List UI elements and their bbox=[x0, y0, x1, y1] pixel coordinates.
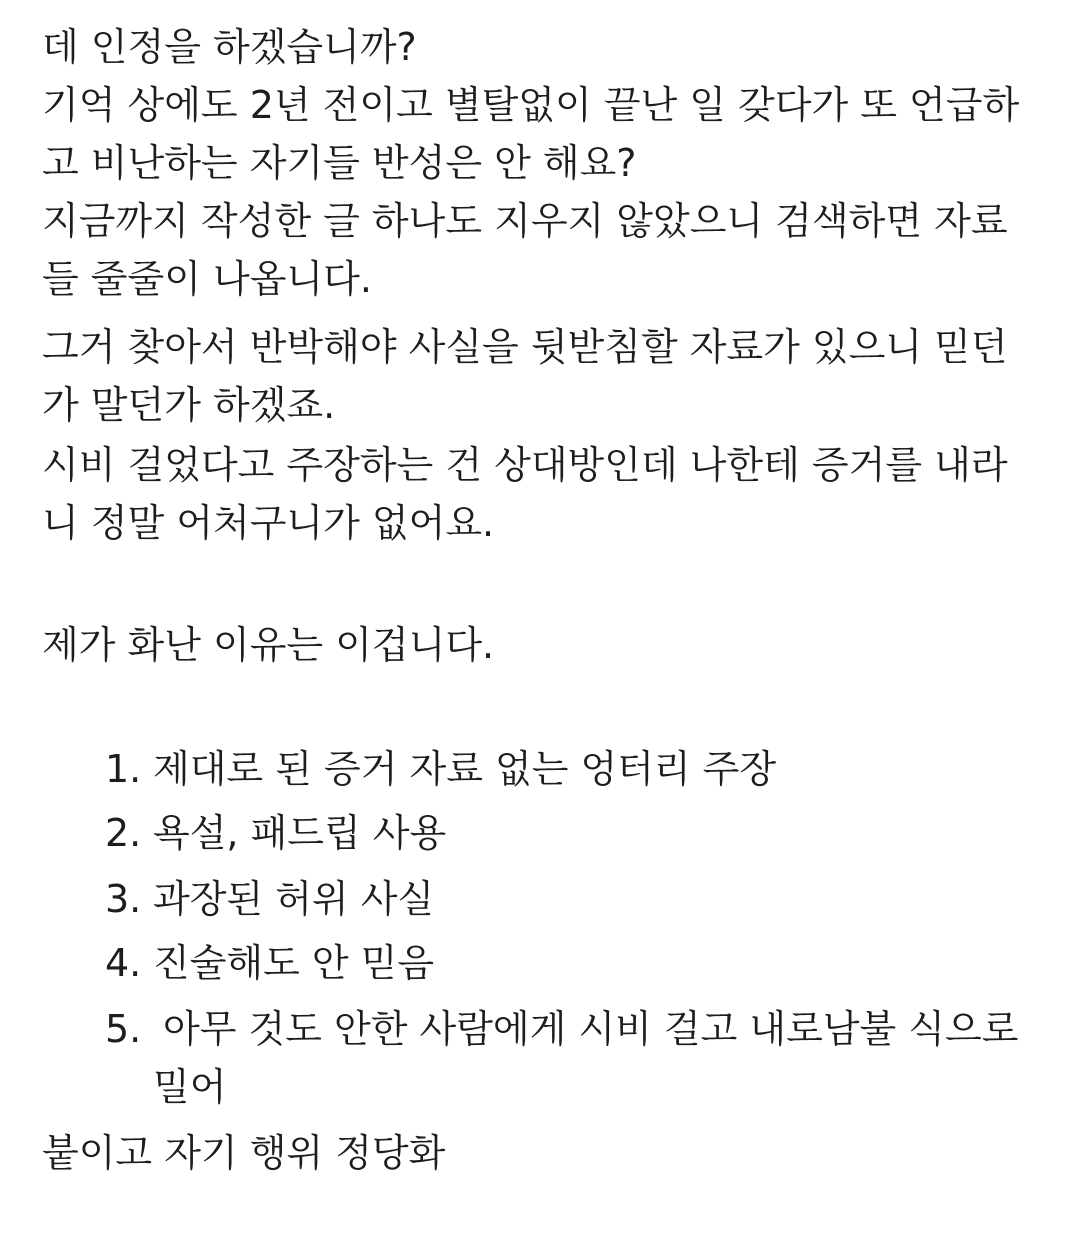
paragraph-line: 지금까지 작성한 글 하나도 지우지 않았으니 검색하면 자료 bbox=[42, 199, 1008, 243]
paragraph-line: 기억 상에도 2년 전이고 별탈없이 끝난 일 갖다가 또 언급하 bbox=[42, 83, 1020, 127]
list-item-number: 4. bbox=[105, 941, 142, 985]
paragraph-line: 가 말던가 하겠죠. bbox=[42, 383, 336, 427]
list-item-number: 5. bbox=[105, 1007, 142, 1051]
list-item-text: 제대로 된 증거 자료 없는 엉터리 주장 bbox=[153, 747, 777, 791]
paragraph-line: 고 비난하는 자기들 반성은 안 해요? bbox=[42, 141, 637, 185]
list-item-text: 아무 것도 안한 사람에게 시비 걸고 내로남불 식으로 bbox=[163, 1007, 1019, 1051]
closing-line: 붙이고 자기 행위 정당화 bbox=[42, 1131, 446, 1175]
list-item-text: 진술해도 안 믿음 bbox=[153, 941, 435, 985]
paragraph-line: 들 줄줄이 나옵니다. bbox=[42, 257, 372, 301]
paragraph-line: 시비 걸었다고 주장하는 건 상대방인데 나한테 증거를 내라 bbox=[42, 443, 1008, 487]
paragraph-line: 데 인정을 하겠습니까? bbox=[42, 25, 417, 69]
list-item-number: 2. bbox=[105, 811, 142, 855]
paragraph-line: 니 정말 어처구니가 없어요. bbox=[42, 501, 495, 545]
paragraph-line: 제가 화난 이유는 이겁니다. bbox=[42, 623, 495, 667]
list-item-number: 1. bbox=[105, 747, 142, 791]
paragraph-line: 그거 찾아서 반박해야 사실을 뒷받침할 자료가 있으니 믿던 bbox=[42, 325, 1008, 369]
list-item-text: 욕설, 패드립 사용 bbox=[153, 811, 447, 855]
list-item-number: 3. bbox=[105, 877, 142, 921]
list-item-text: 과장된 허위 사실 bbox=[153, 877, 435, 921]
list-item-text-continued: 밀어 bbox=[153, 1065, 227, 1109]
